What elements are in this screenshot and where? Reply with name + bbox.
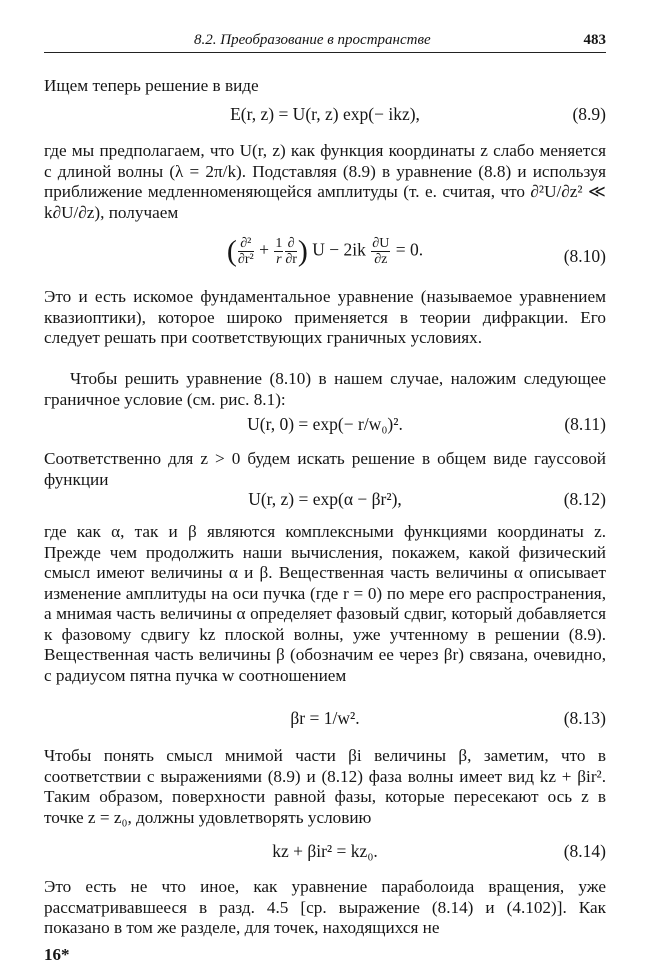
running-header	[44, 28, 606, 53]
paragraph-4: Чтобы решить уравнение (8.10) в нашем случае, наложим следующее граничное условие (см. рис. 8.1):	[44, 369, 606, 409]
equation-8-13	[44, 705, 606, 731]
paragraph-1: Ищем теперь решение в виде	[44, 76, 259, 95]
equation-8-11-formula: U(r, 0) = exp(− r/w₀)².	[247, 414, 403, 434]
equation-8-13-number: (8.13)	[563, 708, 606, 728]
signature-mark: 16*	[44, 945, 70, 964]
paragraph-6: где как α, так и β являются комплексными функциями координаты z. Прежде чем продолжить наши вычисления, покажем, какой физический смысл имеют величины α и β. Вещественная часть величины α описывает изменение амплитуды на оси пучка (где r = 0) по мере его распространения, а мнимая часть величины α определяет фазовый сдвиг, который добавляется к фазовому сдвигу kz плоской волны, уже учтенному в решении (8.9). Вещественная часть величины β (обозначим ее через βr) связана, очевидно, с радиусом пятна пучка w соотношением	[44, 522, 606, 685]
equation-8-12-formula: U(r, z) = exp(α − βr²),	[248, 489, 402, 509]
equation-8-12	[44, 486, 606, 512]
equation-8-10-formula: ( $\frac{\text{∂²}}{\text{∂r²}}$ + $\frac{1}{r}$ $\frac{\partial}{\partial r}$ ) U − 2ik $\frac{\partial U}{\partial z}$ = 0.	[226, 234, 424, 268]
equation-8-9	[44, 101, 606, 127]
paragraph-5: Соответственно для z > 0 будем искать решение в общем виде гауссовой функции	[44, 449, 606, 489]
page-number: 483	[583, 32, 606, 48]
paragraph-3: Это и есть искомое фундаментальное уравнение (называемое уравнением квазиоптики), которое широко применяется в теории дифракции. Его следует решать при соответствующих граничных условиях.	[44, 287, 606, 347]
equation-8-14-number: (8.14)	[563, 841, 606, 861]
equation-8-13-formula: βr = 1/w².	[290, 708, 360, 728]
equation-8-12-number: (8.12)	[563, 489, 606, 509]
paragraph-7: Чтобы понять смысл мнимой части βi величины β, заметим, что в соответствии с выражениями (8.9) и (8.12) фаза волны имеет вид kz + βir². Таким образом, поверхности равной фазы, которые пересекают ось z в точке z = z₀, должны удовлетворять условию	[44, 746, 606, 827]
equation-8-10-number: (8.10)	[563, 246, 606, 266]
equation-8-14	[44, 838, 606, 864]
equation-8-9-number: (8.9)	[572, 104, 606, 124]
equation-8-11	[44, 411, 606, 437]
equation-8-10	[44, 236, 606, 276]
equation-8-11-number: (8.11)	[564, 414, 606, 434]
paragraph-8: Это есть не что иное, как уравнение параболоида вращения, уже рассматривавшееся в разд. 4.5 [ср. выражение (8.14) и (4.102)]. Как показано в том же разделе, для точек, находящихся не	[44, 877, 606, 937]
paragraph-2: где мы предполагаем, что U(r, z) как функция координаты z слабо меняется с длиной волны (λ = 2π/k). Подставляя (8.9) в уравнение (8.8) и используя приближение медленноменяющейся амплитуды (т. е. считая, что ∂²U/∂z² ≪ k∂U/∂z), получаем	[44, 141, 606, 222]
section-title: 8.2. Преобразование в пространстве	[194, 32, 431, 48]
equation-8-9-formula: E(r, z) = U(r, z) exp(− ikz),	[230, 104, 420, 124]
equation-8-14-formula: kz + βir² = kz₀.	[272, 841, 378, 861]
